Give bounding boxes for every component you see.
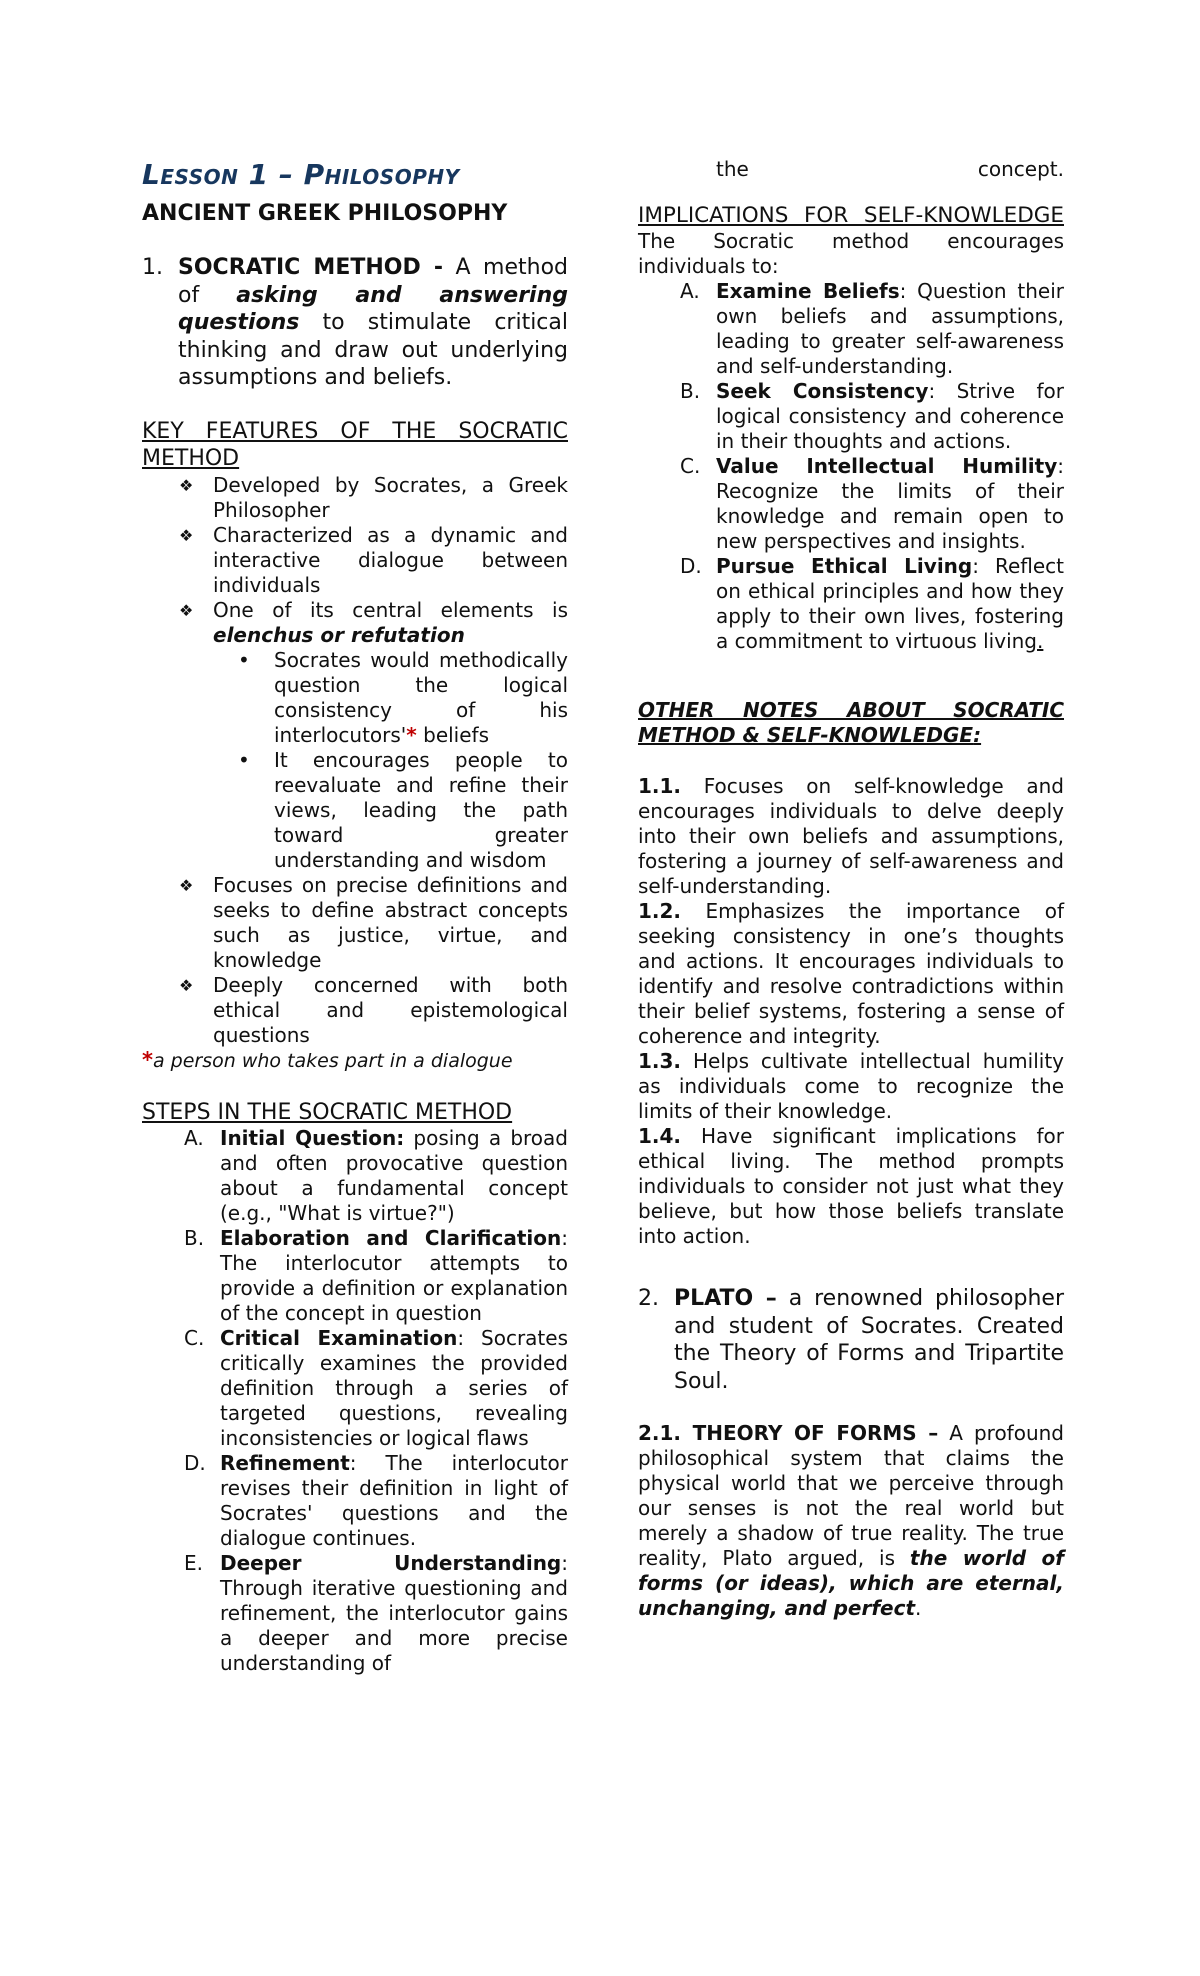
note-text: Helps cultivate intellectual humility as individuals come to recognize the limits of their knowledge.	[638, 1049, 1064, 1123]
implications-intro: The Socratic method encourages individuals to:	[638, 229, 1064, 278]
implication-item	[638, 454, 1064, 554]
step-term: Refinement	[220, 1451, 350, 1475]
implication-letter: B.	[680, 379, 701, 403]
section-number: 2.	[638, 1286, 659, 1311]
implication-text: : Strive for logical consistency and coherence in their thoughts and actions.	[716, 379, 1064, 453]
implication-text: : Reflect on ethical principles and how they apply to their own lives, fostering a commitment to virtuous living	[716, 554, 1065, 653]
footnote-marker: *	[142, 1047, 153, 1072]
right-column	[638, 150, 1064, 1621]
step-item	[142, 1551, 568, 1676]
implication-term: Pursue Ethical Living	[716, 554, 973, 578]
sub-item-text: Socrates would methodically question the logical consistency of his interlocutors'	[274, 647, 568, 747]
lesson-subtitle: ANCIENT GREEK PHILOSOPHY	[142, 201, 508, 226]
definition-emphasis: asking and answering questions	[178, 282, 568, 335]
step-item	[142, 1126, 568, 1226]
other-notes-heading	[638, 698, 1064, 748]
step-item	[142, 1451, 568, 1551]
note-number: 1.4.	[638, 1124, 682, 1148]
implication-term: Examine Beliefs	[716, 279, 900, 303]
theory-of-forms-term: 2.1. THEORY OF FORMS –	[638, 1421, 939, 1445]
step-text: : Socrates critically examines the provided definition through a series of targeted questions, revealing inconsistencies or logical flaws	[220, 1326, 568, 1450]
plato-term: PLATO –	[674, 1286, 777, 1311]
note-item	[638, 899, 1064, 1049]
step-text: : Through iterative questioning and refinement, the interlocutor gains a deeper and more precise understanding of	[220, 1551, 568, 1675]
list-item-text: One of its central elements is	[213, 597, 568, 622]
sub-list-item: • It encourages people to reevaluate and refine their views, leading the path toward greater understanding and wisdom	[213, 748, 568, 873]
theory-of-forms-text: .	[915, 1596, 922, 1620]
key-features-list	[142, 473, 568, 1048]
lesson-title: Lesson 1 – Philosophy	[142, 158, 460, 191]
plato-definition	[674, 1285, 1064, 1395]
step-letter: B.	[184, 1226, 205, 1250]
theory-of-forms-emphasis: the world of forms (or ideas), which are eternal, unchanging, and perfect	[638, 1546, 1064, 1620]
step-letter: A.	[184, 1126, 204, 1150]
left-column	[142, 150, 568, 1676]
plato-text: a renowned philosopher and student of Socrates. Created the Theory of Forms and Tripartite Soul.	[674, 1286, 1064, 1394]
footnote-marker: *	[406, 722, 417, 747]
implication-text: : Question their own beliefs and assumptions, leading to greater self-awareness and self-understanding.	[716, 279, 1064, 378]
step-term: Critical Examination	[220, 1326, 458, 1350]
steps-heading: STEPS IN THE SOCRATIC METHOD	[142, 1099, 513, 1125]
step-text: : The interlocutor revises their definition in light of Socrates' questions and the dialogue continues.	[220, 1451, 568, 1550]
implication-end: .	[1037, 629, 1044, 653]
theory-of-forms-text: A profound philosophical system that claims the physical world that we perceive through our senses is not the real world but merely a shadow of true reality. The true reality, Plato argued, is	[638, 1421, 1065, 1570]
note-number: 1.3.	[638, 1049, 682, 1073]
step-text: : The interlocutor attempts to provide a definition or explanation of the concept in question	[220, 1226, 568, 1325]
theory-of-forms	[638, 1421, 1064, 1621]
definition-text: to stimulate critical thinking and draw out underlying assumptions and beliefs.	[178, 310, 568, 390]
step-item	[142, 1326, 568, 1451]
list-item: ❖ Focuses on precise definitions and seeks to define abstract concepts such as justice, virtue, and knowledge	[142, 873, 568, 973]
footnote	[142, 1048, 568, 1073]
note-text: Emphasizes the importance of seeking consistency in one’s thoughts and actions. It encourages individuals to identify and resolve contradictions within their belief systems, fostering a sense of coherence and integrity.	[638, 899, 1064, 1048]
implications-heading: IMPLICATIONS FOR SELF-KNOWLEDGE	[638, 203, 1064, 228]
implications-list	[638, 279, 1064, 654]
implication-item	[638, 379, 1064, 454]
implication-item	[638, 279, 1064, 379]
sub-item-text: beliefs	[416, 722, 490, 747]
implication-letter: A.	[680, 279, 700, 303]
step-term: Elaboration and Clarification	[220, 1226, 562, 1250]
key-features-heading: KEY FEATURES OF THE SOCRATIC METHOD	[142, 418, 568, 471]
step-term: Deeper Understanding	[220, 1551, 562, 1575]
note-item	[638, 774, 1064, 899]
step-letter: C.	[184, 1326, 205, 1350]
implication-term: Seek Consistency	[716, 379, 929, 403]
other-notes-list	[638, 774, 1064, 1249]
note-text: Have significant implications for ethical living. The method prompts individuals to consider not just what they believe, but how those beliefs translate into action.	[638, 1124, 1064, 1248]
section-number: 1.	[142, 255, 163, 280]
note-item	[638, 1049, 1064, 1124]
step-text: posing a broad and often provocative question about a fundamental concept (e.g., "What is virtue?")	[220, 1126, 568, 1225]
step-letter: E.	[184, 1551, 203, 1575]
socratic-method-section	[142, 254, 568, 392]
sub-list	[213, 648, 568, 873]
list-item-emphasis: elenchus or refutation	[213, 622, 465, 647]
other-notes-title: OTHER NOTES ABOUT SOCRATIC METHOD & SELF-KNOWLEDGE	[638, 698, 1064, 747]
step-letter: D.	[184, 1451, 206, 1475]
step-term: Initial Question:	[220, 1126, 405, 1150]
step-item	[142, 1226, 568, 1326]
plato-section	[638, 1285, 1064, 1395]
list-item	[142, 598, 568, 873]
list-item: ❖ Deeply concerned with both ethical and epistemological questions	[142, 973, 568, 1048]
footnote-text: a person who takes part in a dialogue	[152, 1049, 513, 1072]
implication-letter: C.	[680, 454, 701, 478]
socratic-method-term: SOCRATIC METHOD -	[178, 255, 444, 280]
other-notes-colon: :	[973, 723, 982, 747]
definition-text: A method of	[178, 255, 569, 308]
step-continuation: the concept.	[716, 157, 1064, 181]
steps-list	[142, 1126, 568, 1676]
note-text: Focuses on self-knowledge and encourages individuals to delve deeply into their own beliefs and assumptions, fostering a journey of self-awareness and self-understanding.	[638, 774, 1064, 898]
implication-text: : Recognize the limits of their knowledge and remain open to new perspectives and insights.	[716, 454, 1064, 553]
list-item: ❖ Characterized as a dynamic and interactive dialogue between individuals	[142, 523, 568, 598]
note-number: 1.1.	[638, 774, 682, 798]
sub-list-item	[213, 648, 568, 748]
list-item: ❖ Developed by Socrates, a Greek Philosopher	[142, 473, 568, 523]
note-number: 1.2.	[638, 899, 682, 923]
socratic-method-definition	[178, 254, 568, 392]
implication-letter: D.	[680, 554, 702, 578]
implication-term: Value Intellectual Humility	[716, 454, 1058, 478]
note-item	[638, 1124, 1064, 1249]
implication-item	[638, 554, 1064, 654]
